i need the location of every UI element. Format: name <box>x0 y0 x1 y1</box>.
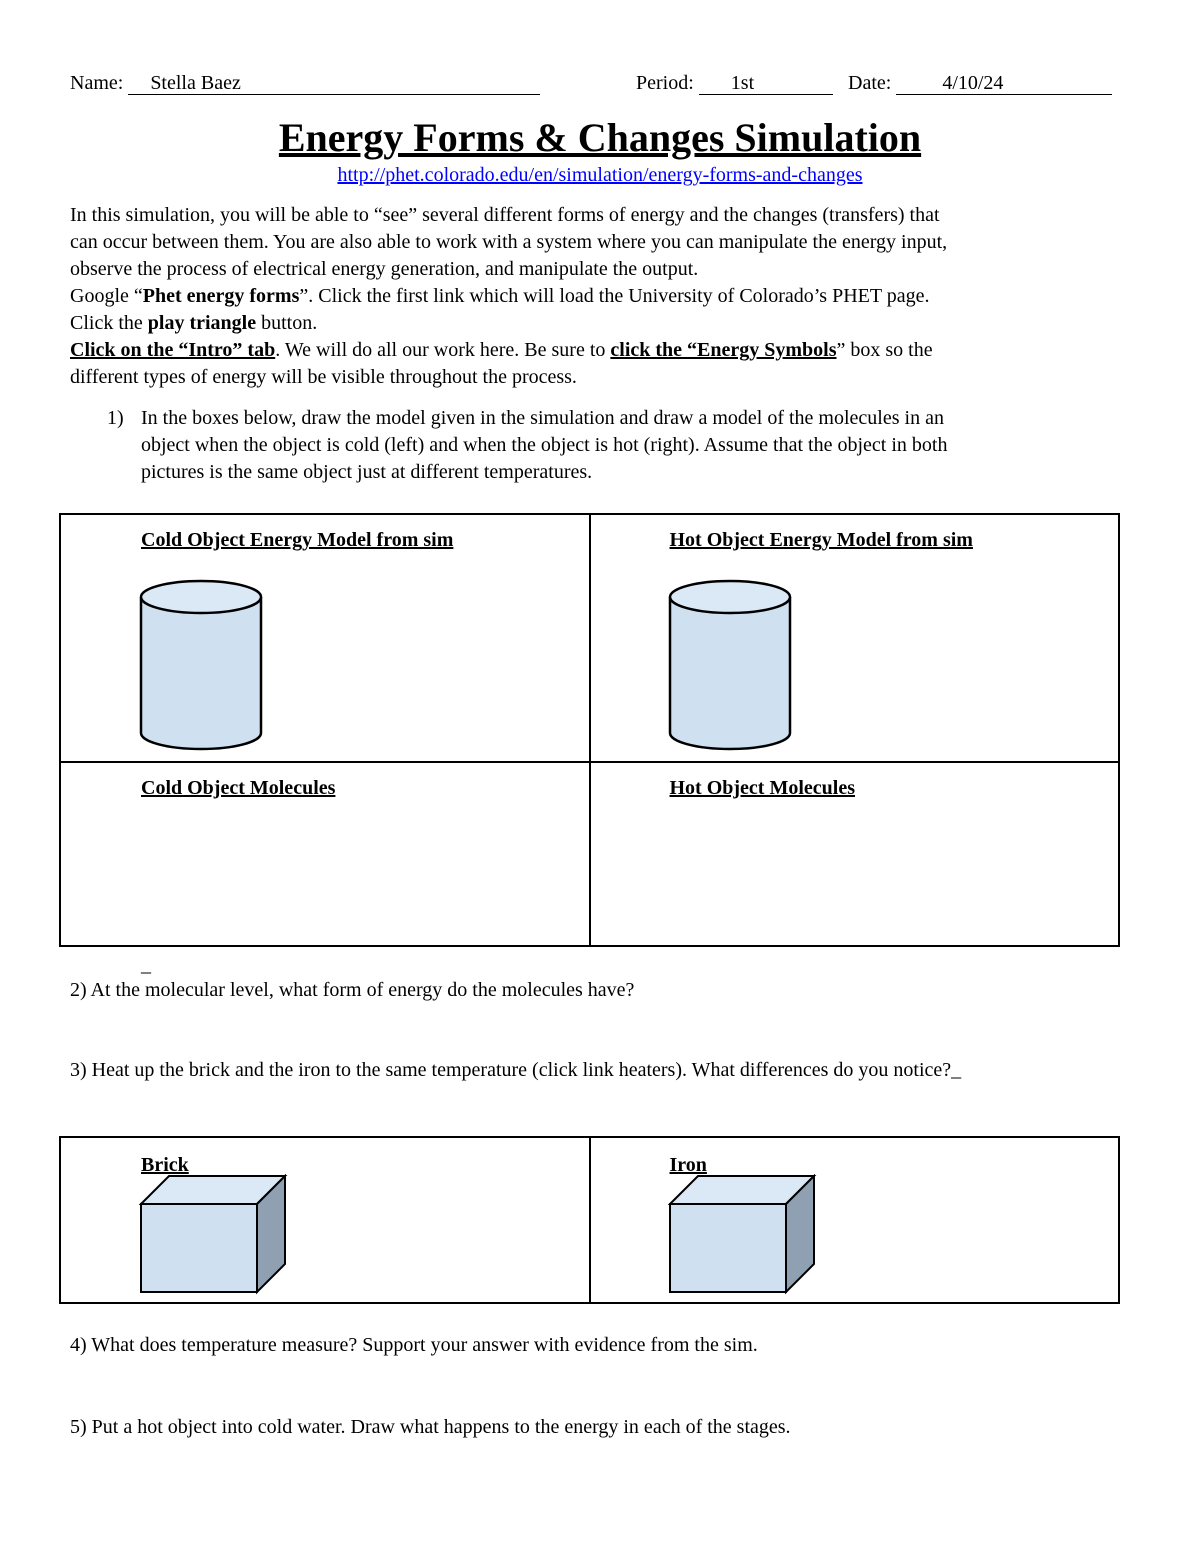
brick-cell[interactable] <box>60 1137 590 1303</box>
iron-box-icon <box>668 1174 818 1296</box>
q1-line: pictures is the same object just at different temperatures. <box>141 461 593 483</box>
cold-molecules-label: Cold Object Molecules <box>141 777 336 799</box>
hot-model-label: Hot Object Energy Model from sim <box>669 529 973 551</box>
intro-text <box>70 202 1130 391</box>
google-instruction <box>70 283 1130 310</box>
hot-molecules-cell[interactable] <box>590 762 1120 946</box>
intro-tab-instruction <box>70 337 1130 364</box>
stray-mark: _ <box>141 954 151 976</box>
search-term: Phet energy forms <box>142 285 300 307</box>
period-label: Period: <box>636 72 694 94</box>
q1-text <box>141 405 1121 486</box>
period-fill <box>699 72 833 95</box>
text-run: ” box so the <box>836 339 933 361</box>
question-4: 4) What does temperature measure? Support your answer with evidence from the sim. <box>70 1334 758 1356</box>
intro-tab-text: Click on the “Intro” tab <box>70 339 276 361</box>
name-fill <box>128 72 540 95</box>
question-5: 5) Put a hot object into cold water. Draw what happens to the energy in each of the stages. <box>70 1416 791 1438</box>
header-row <box>70 72 1130 100</box>
cold-molecules-cell[interactable] <box>60 762 590 946</box>
text-run: . We will do all our work here. Be sure to <box>275 339 611 361</box>
date-value: 4/10/24 <box>942 72 1004 94</box>
cold-model-cell[interactable] <box>60 514 590 762</box>
brick-label: Brick <box>141 1154 189 1176</box>
q1-number: 1) <box>107 407 124 429</box>
period-field[interactable] <box>636 72 833 95</box>
intro-line: can occur between them. You are also able to work with a system where you can manipulate the energy input, <box>70 231 948 253</box>
hot-molecules-label: Hot Object Molecules <box>669 777 855 799</box>
energy-model-table <box>59 513 1120 947</box>
intro-line: In this simulation, you will be able to “see” several different forms of energy and the changes (transfers) that <box>70 204 940 226</box>
name-value: Stella Baez <box>150 72 241 94</box>
text-run: button. <box>256 312 318 334</box>
brick-box-icon <box>139 1174 289 1296</box>
intro-line: observe the process of electrical energy generation, and manipulate the output. <box>70 258 699 280</box>
date-fill <box>896 72 1112 95</box>
text-run: Click the <box>70 312 148 334</box>
q1-line: In the boxes below, draw the model given in the simulation and draw a model of the molecules in an <box>141 407 944 429</box>
question-2: 2) At the molecular level, what form of energy do the molecules have? <box>70 979 635 1001</box>
period-value: 1st <box>730 72 755 94</box>
iron-cell[interactable] <box>590 1137 1120 1303</box>
date-label: Date: <box>848 72 892 94</box>
intro-line: different types of energy will be visible throughout the process. <box>70 366 577 388</box>
name-field[interactable] <box>70 72 540 95</box>
iron-label: Iron <box>669 1154 707 1176</box>
q1-line: object when the object is cold (left) and when the object is hot (right). Assume that the object in both <box>141 434 948 456</box>
text-run: Google “ <box>70 285 143 307</box>
date-field[interactable] <box>848 72 1112 95</box>
energy-symbols-text: click the “Energy Symbols <box>610 339 837 361</box>
text-run: ”. Click the first link which will load the University of Colorado’s PHET page. <box>299 285 930 307</box>
simulation-link[interactable]: http://phet.colorado.edu/en/simulation/energy-forms-and-changes <box>337 164 863 186</box>
play-instruction <box>70 310 1130 337</box>
brick-iron-table <box>59 1136 1120 1304</box>
name-label: Name: <box>70 72 124 94</box>
hot-cylinder-icon <box>668 579 794 755</box>
play-triangle-text: play triangle <box>147 312 257 334</box>
question-3: 3) Heat up the brick and the iron to the same temperature (click link heaters). What differences do you notice?_ <box>70 1059 962 1081</box>
page-title: Energy Forms & Changes Simulation <box>278 115 922 160</box>
cold-cylinder-icon <box>139 579 265 755</box>
cold-model-label: Cold Object Energy Model from sim <box>141 529 454 551</box>
hot-model-cell[interactable] <box>590 514 1120 762</box>
